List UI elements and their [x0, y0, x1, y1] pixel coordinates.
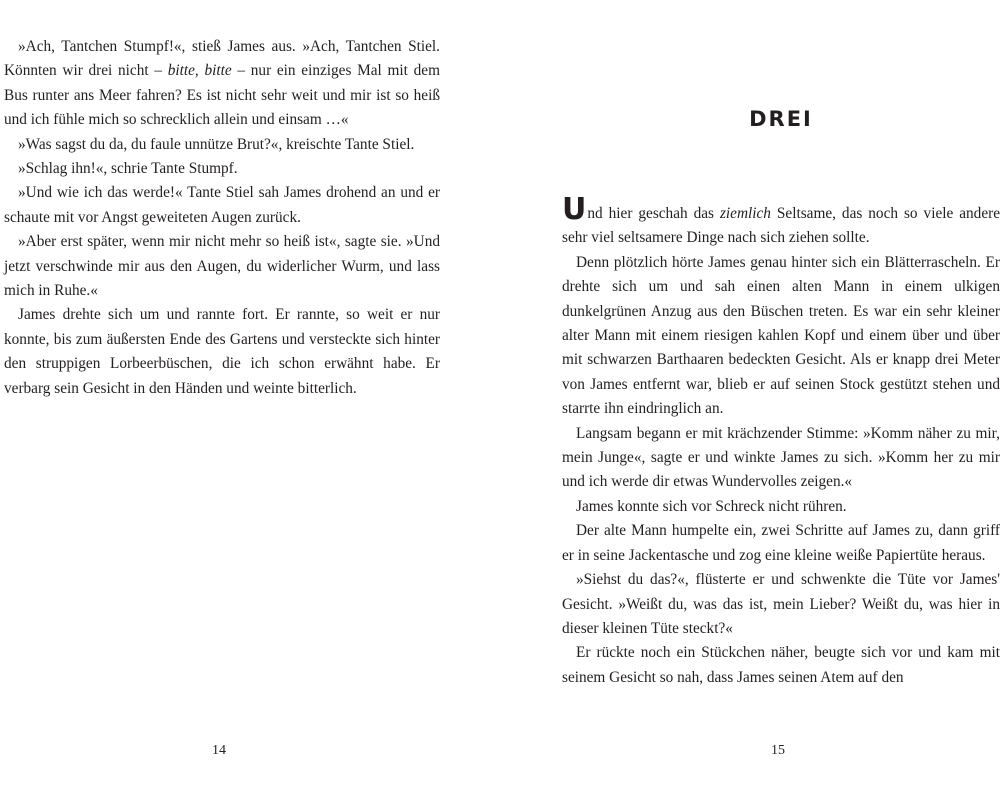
paragraph: Langsam begann er mit krächzender Stimme: »Komm näher zu mir, mein Junge«, sagte er und winkte James zu sich. »Komm her zu mir und ich werde dir etwas Wundervolles zeigen.« — [562, 424, 1000, 491]
left-page-text — [4, 35, 440, 401]
paragraph: »Ach, Tantchen Stumpf!«, stieß James aus. »Ach, Tantchen Stiel. Könnten wir drei nicht – bitte, bitte – nur ein einziges Mal mit dem Bus runter ans Meer fahren? Es ist nicht sehr weit und mir ist so heiß und ich fühle mich so schrecklich allein und einsam …« — [4, 38, 440, 129]
paragraph: »Was sagst du da, du faule unnütze Brut?«, kreischte Tante Stiel. — [18, 135, 415, 153]
paragraph: Er rückte noch ein Stückchen näher, beugte sich vor und kam mit seinem Gesicht so nah, dass James seinen Atem auf den — [562, 644, 1000, 686]
paragraph: Denn plötzlich hörte James genau hinter sich ein Blätterrascheln. Er drehte sich um und sah einen alten Mann in einem ulkigen dunkelgrünen Anzug aus den Büschen treten. Es war ein sehr kleiner alter Mann mit einem riesigen kahlen Kopf und einem über und über mit schwarzen Barthaaren bedeckten Gesicht. Als er knapp drei Meter von James entfernt war, blieb er auf seinen Stock gestützt stehen und starrte ihn eindringlich an. — [562, 253, 1000, 418]
paragraph: »Schlag ihn!«, schrie Tante Stumpf. — [18, 160, 238, 178]
paragraph: James drehte sich um und rannte fort. Er rannte, so weit er nur konnte, bis zum äußersten Ende des Gartens und versteckte sich hinter den struppigen Lorbeerbüschen, die ich schon erwähnt habe. Er verbarg sein Gesicht in den Händen und weinte bitterlich. — [4, 306, 440, 397]
drop-cap: U — [562, 192, 587, 227]
paragraph: »Aber erst später, wenn mir nicht mehr so heiß ist«, sagte sie. »Und jetzt verschwinde mir aus den Augen, du widerlicher Wurm, und lass mich in Ruhe.« — [4, 233, 440, 300]
paragraph: Und hier geschah das ziemlich Seltsame, das noch so viele andere sehr viel seltsamere Dinge nach sich ziehen sollte. — [562, 192, 1000, 247]
paragraph: James konnte sich vor Schreck nicht rühren. — [576, 497, 847, 515]
paragraph: Der alte Mann humpelte ein, zwei Schritte auf James zu, dann griff er in seine Jackentasche und zog eine kleine weiße Papiertüte heraus. — [562, 522, 1000, 564]
chapter-title: DREI — [749, 107, 813, 131]
paragraph: »Siehst du das?«, flüsterte er und schwenkte die Tüte vor James' Gesicht. »Weißt du, was das ist, mein Lieber? Weißt du, was hier in dieser kleinen Tüte steckt?« — [562, 571, 1000, 637]
page-number: 14 — [212, 743, 226, 758]
right-page-text — [562, 192, 1000, 690]
paragraph: »Und wie ich das werde!« Tante Stiel sah James drohend an und er schaute mit vor Angst geweiteten Augen zurück. — [4, 184, 440, 226]
right-page — [562, 0, 1000, 800]
page-number: 15 — [771, 743, 785, 758]
emphasis: ziemlich — [719, 205, 771, 222]
emphasis: bitte, bitte — [167, 62, 232, 80]
left-page — [0, 0, 440, 800]
